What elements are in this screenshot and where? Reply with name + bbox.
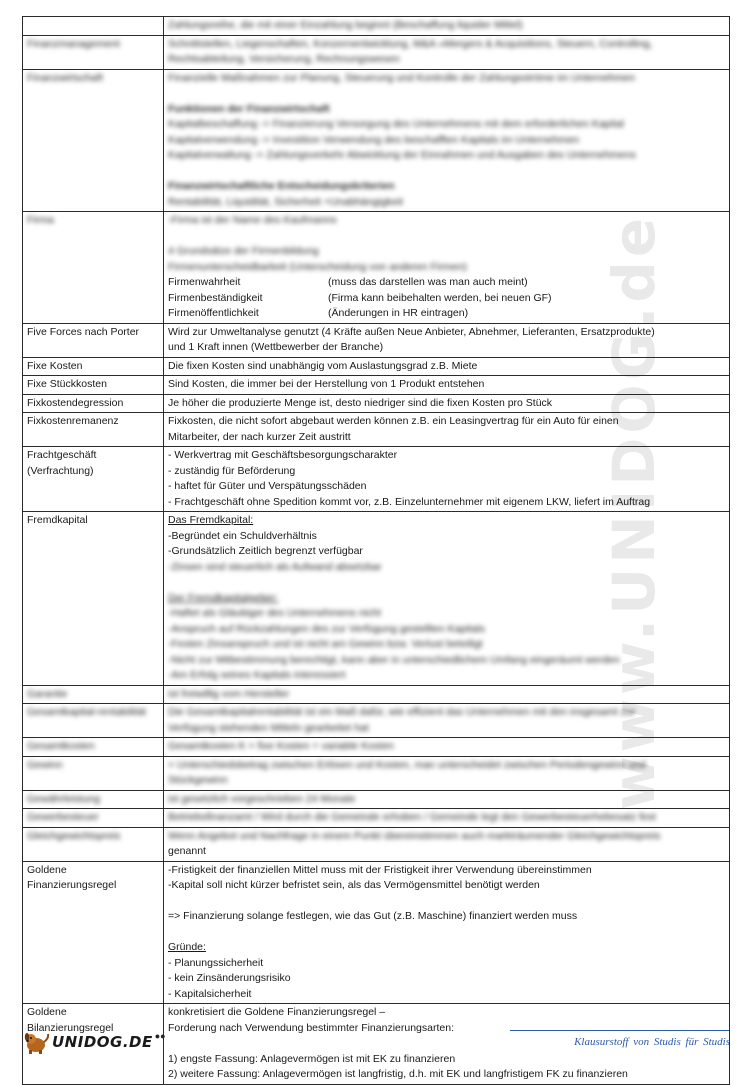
definition-line: Stückgewinn bbox=[168, 774, 228, 786]
glossary-row-gleichgewichtspreis bbox=[23, 827, 730, 861]
grundsatz-erklaerung: (Änderungen in HR eintragen) bbox=[328, 307, 469, 319]
glossary-table bbox=[22, 16, 730, 1085]
glossary-row-blurred bbox=[23, 69, 730, 212]
glossary-row bbox=[23, 376, 730, 395]
glossary-page bbox=[22, 16, 730, 1085]
definition-line: ist gesetzlich vorgeschrieben 24 Monate bbox=[168, 792, 356, 805]
term-cell bbox=[23, 323, 164, 357]
glossary-row-goldene-bilanzierungsregel bbox=[23, 1004, 730, 1085]
definition-line: Mitarbeiter, der nach kurzer Zeit austritt bbox=[168, 430, 351, 443]
definition-line: -Firma ist der Name des Kaufmanns bbox=[168, 214, 337, 226]
grundsatz-erklaerung: (muss das darstellen was man auch meint) bbox=[328, 276, 528, 288]
definition-cell bbox=[164, 756, 730, 790]
logo-text: UNIDOG.DE bbox=[52, 1033, 153, 1051]
watermark: www.UNIDOG.de bbox=[600, 213, 668, 810]
definition-line: Gesamtkosten K = fixe Kosten + variable Kosten bbox=[168, 740, 394, 752]
glossary-row-blurred bbox=[23, 17, 730, 36]
glossary-row bbox=[23, 413, 730, 447]
term-cell bbox=[23, 738, 164, 757]
firmengrundsatz bbox=[168, 275, 725, 291]
term-cell bbox=[23, 790, 164, 809]
definition-line: - Werkvertrag mit Geschäftsbesorgungscharakter bbox=[168, 449, 398, 461]
definition-line: -Anspruch auf Rückzahlungen des zur Verfügung gestellten Kapitals bbox=[168, 622, 485, 635]
definition-cell bbox=[164, 357, 730, 376]
definition-cell bbox=[164, 69, 730, 212]
definition-cell bbox=[164, 827, 730, 861]
definition-line: Wenn Angebot und Nachfrage in einem Punkt übereinstimmen auch markträumender Gleichgewichtspreis bbox=[168, 829, 661, 842]
term-cell bbox=[23, 376, 164, 395]
grundsatz-name: Firmenbeständigkeit bbox=[168, 291, 263, 304]
definition-line: Zahlungsreihe, die mit einer Einzahlung beginnt (Beschaffung liquider Mittel) bbox=[168, 19, 523, 31]
definition-line: 2) weitere Fassung: Anlagevermögen ist langfristig, d.h. mit EK und langfristigem FK zu finanzieren bbox=[168, 1068, 628, 1080]
term-cell bbox=[23, 394, 164, 413]
term-cell bbox=[23, 447, 164, 512]
term-label: Gleichgewichtspreis bbox=[27, 829, 121, 842]
definition-line: Kapitalbeschaffung -> Finanzierung Versorgung des Unternehmens mit dem erforderlichen Kapital bbox=[168, 118, 624, 130]
definition-line: -Nicht zur Mitbestimmung berechtigt, kann aber in unterschiedlichem Umfang eingeräumt werden bbox=[168, 653, 620, 666]
glossary-row-goldene-finanzierungsregel bbox=[23, 861, 730, 1004]
glossary-row-blurred bbox=[23, 704, 730, 738]
definition-cell bbox=[164, 394, 730, 413]
blank-line bbox=[168, 894, 725, 910]
definition-cell bbox=[164, 1004, 730, 1085]
glossary-row bbox=[23, 447, 730, 512]
term-label: Frachtgeschäft (Verfrachtung) bbox=[27, 449, 97, 477]
definition-line: Sind Kosten, die immer bei der Herstellung von 1 Produkt entstehen bbox=[168, 378, 485, 390]
glossary-row-blurred bbox=[23, 756, 730, 790]
definition-cell bbox=[164, 790, 730, 809]
definition-line: - kein Zinsänderungsrisiko bbox=[168, 972, 291, 984]
term-cell bbox=[23, 704, 164, 738]
term-label: Finanzmanagement bbox=[27, 37, 120, 50]
definition-line: Gründe: bbox=[168, 941, 206, 953]
glossary-row-blurred bbox=[23, 738, 730, 757]
grundsatz-name: Firmenöffentlichkeit bbox=[168, 307, 259, 319]
definition-cell bbox=[164, 413, 730, 447]
definition-line: - Frachtgeschäft ohne Spedition kommt vor, z.B. Einzelunternehmer mit eigenem LKW, liefert im Auftrag bbox=[168, 495, 651, 508]
definition-cell bbox=[164, 512, 730, 686]
term-label: Finanzwirtschaft bbox=[27, 71, 103, 84]
definition-line: -Fristigkeit der finanziellen Mittel muss mit der Fristigkeit ihrer Verwendung übereinstimmen bbox=[168, 863, 592, 876]
glossary-row bbox=[23, 394, 730, 413]
term-label: Fixe Stückkosten bbox=[27, 378, 107, 390]
term-cell bbox=[23, 1004, 164, 1085]
term-cell bbox=[23, 512, 164, 686]
definition-line: Finanzielle Maßnahmen zur Planung, Steuerung und Kontrolle der Zahlungsströme im Unternehmen bbox=[168, 71, 635, 84]
definition-cell bbox=[164, 809, 730, 828]
term-label: Fixkostendegression bbox=[27, 396, 124, 409]
definition-line: genannt bbox=[168, 845, 206, 857]
term-label: Fixe Kosten bbox=[27, 359, 83, 372]
term-label: Gesamtkapital-rentabilität bbox=[27, 706, 147, 718]
definition-line: -Begründet ein Schuldverhältnis bbox=[168, 529, 317, 542]
definition-line: ist freiwillig vom Hersteller bbox=[168, 687, 290, 700]
glossary-row bbox=[23, 323, 730, 357]
definition-line: - haftet für Güter und Verspätungsschäden bbox=[168, 480, 367, 492]
blank-line bbox=[168, 86, 725, 102]
term-cell bbox=[23, 756, 164, 790]
definition-line: - Kapitalsicherheit bbox=[168, 987, 252, 1000]
definition-line: -Zinsen sind steuerlich als Aufwand absetzbar bbox=[168, 560, 382, 573]
definition-line: 4 Grundsätze der Firmenbildung bbox=[168, 245, 319, 257]
definition-cell bbox=[164, 212, 730, 324]
term-cell bbox=[23, 685, 164, 704]
blank-line bbox=[168, 925, 725, 941]
term-label: Goldene Bilanzierungsregel bbox=[27, 1006, 114, 1034]
definition-line: = Unterschiedsbetrag zwischen Erlösen und Kosten, man unterscheidet zwischen Periodengewinn und bbox=[168, 758, 646, 771]
term-label: Goldene Finanzierungsregel bbox=[27, 863, 117, 891]
term-label: Gesamtkosten bbox=[27, 740, 95, 752]
glossary-row-fremdkapital bbox=[23, 512, 730, 686]
grundsatz-name: Firmenwahrheit bbox=[168, 276, 241, 288]
definition-line: - Planungssicherheit bbox=[168, 956, 264, 969]
term-label: Firma bbox=[27, 214, 54, 226]
term-cell bbox=[23, 809, 164, 828]
definition-cell bbox=[164, 861, 730, 1004]
term-label: Gewerbesteuer bbox=[27, 811, 99, 823]
definition-cell bbox=[164, 35, 730, 69]
definition-line: Rechtsabteilung, Versicherung, Rechnungswesen bbox=[168, 53, 400, 65]
definition-line: 1) engste Fassung: Anlagevermögen ist mit EK zu finanzieren bbox=[168, 1052, 456, 1065]
term-cell bbox=[23, 827, 164, 861]
glossary-row-blurred bbox=[23, 790, 730, 809]
definition-line: Wird zur Umweltanalyse genutzt (4 Kräfte außen Neue Anbieter, Abnehmer, Lieferanten, Ersatzprodukte) bbox=[168, 325, 655, 338]
grundsatz-erklaerung: (Firma kann beibehalten werden, bei neuen GF) bbox=[328, 291, 552, 304]
firmengrundsatz bbox=[168, 306, 725, 322]
definition-line: Schnittstellen, Liegenschaften, Konzernentwicklung, M&A »Mergers & Acquisitions, Steuern, Controlling, bbox=[168, 37, 653, 50]
glossary-row-firma bbox=[23, 212, 730, 324]
definition-line: Verfügung stehenden Mitteln gearbeitet hat bbox=[168, 721, 369, 734]
blank-line bbox=[168, 575, 725, 591]
definition-line: konkretisiert die Goldene Finanzierungsregel – bbox=[168, 1006, 386, 1018]
definition-line: -Am Erfolg seines Kapitals interessiert bbox=[168, 669, 346, 681]
definition-line: -Kapital soll nicht kürzer befristet sein, als das Vermögensmittel benötigt werden bbox=[168, 879, 540, 891]
term-cell bbox=[23, 17, 164, 36]
definition-line: Je höher die produzierte Menge ist, desto niedriger sind die fixen Kosten pro Stück bbox=[168, 396, 553, 409]
definition-line: -Grundsätzlich Zeitlich begrenzt verfügbar bbox=[168, 545, 363, 557]
term-cell bbox=[23, 212, 164, 324]
definition-cell bbox=[164, 17, 730, 36]
definition-line: Kapitalverwaltung -> Zahlungsverkehr Abwicklung der Einnahmen und Ausgaben des Unternehmens bbox=[168, 149, 636, 161]
blank-line bbox=[168, 1036, 725, 1052]
term-label: Garantie bbox=[27, 687, 68, 700]
definition-cell bbox=[164, 685, 730, 704]
term-cell bbox=[23, 35, 164, 69]
term-cell bbox=[23, 69, 164, 212]
glossary-row-blurred bbox=[23, 809, 730, 828]
definition-cell bbox=[164, 323, 730, 357]
term-label: Gewährleistung bbox=[27, 792, 100, 805]
term-cell bbox=[23, 413, 164, 447]
blank-line bbox=[168, 164, 725, 180]
definition-line: Der Fremdkapitalgeber: bbox=[168, 591, 279, 604]
definition-line: Funktionen der Finanzwirtschaft bbox=[168, 102, 330, 115]
definition-line: -Haftet als Gläubiger des Unternehmens nicht bbox=[168, 607, 382, 619]
definition-line: Kapitalverwendung -> Investition Verwendung des beschafften Kapitals im Unternehmen bbox=[168, 133, 580, 146]
definition-cell bbox=[164, 738, 730, 757]
definition-line: => Finanzierung solange festlegen, wie das Gut (z.B. Maschine) finanziert werden muss bbox=[168, 910, 578, 922]
definition-cell bbox=[164, 376, 730, 395]
definition-line: Forderung nach Verwendung bestimmter Finanzierungsarten: bbox=[168, 1021, 454, 1034]
term-label: Fixkostenremanenz bbox=[27, 415, 119, 427]
definition-cell bbox=[164, 447, 730, 512]
term-label: Fremdkapital bbox=[27, 514, 88, 526]
blank-line bbox=[168, 229, 725, 245]
term-cell bbox=[23, 861, 164, 1004]
term-label: Gewinn bbox=[27, 758, 63, 771]
definition-line: Die fixen Kosten sind unabhängig vom Auslastungsgrad z.B. Miete bbox=[168, 359, 478, 372]
definition-line: Das Fremdkapital: bbox=[168, 514, 254, 526]
definition-line: Rentabilität, Liquidität, Sicherheit +Unabhängigkeit bbox=[168, 195, 403, 208]
definition-line: -Festen Zinsanspruch und ist nicht am Gewinn bzw. Verlust beteiligt bbox=[168, 638, 483, 650]
paw-icon: ●● bbox=[154, 1031, 166, 1041]
definition-line: Betriebsfinanzamt / Wird durch die Gemeinde erhoben / Gemeinde legt den Gewerbesteuerhebesatz fest bbox=[168, 811, 656, 823]
tagline: Klausurstoff von Studis für Studis bbox=[574, 1036, 730, 1048]
definition-line: Finanzwirtschaftliche Entscheidungskriterien bbox=[168, 180, 395, 192]
definition-line: - zuständig für Beförderung bbox=[168, 464, 296, 477]
term-cell bbox=[23, 357, 164, 376]
term-label: Five Forces nach Porter bbox=[27, 325, 140, 338]
definition-cell bbox=[164, 704, 730, 738]
glossary-row bbox=[23, 357, 730, 376]
glossary-row-blurred bbox=[23, 685, 730, 704]
definition-line: Firmenunterscheidbarkeit (Unterscheidung von anderen Firmen) bbox=[168, 260, 467, 273]
firmengrundsatz bbox=[168, 291, 725, 307]
definition-line: Die Gesamtkapitalrentabilität ist ein Maß dafür, wie effizient das Unternehmen mit den insgesamt zur bbox=[168, 706, 636, 718]
definition-line: und 1 Kraft innen (Wettbewerber der Branche) bbox=[168, 341, 384, 353]
glossary-row-blurred bbox=[23, 35, 730, 69]
definition-line: Fixkosten, die nicht sofort abgebaut werden können z.B. ein Leasingvertrag für ein Auto für einen bbox=[168, 415, 619, 427]
